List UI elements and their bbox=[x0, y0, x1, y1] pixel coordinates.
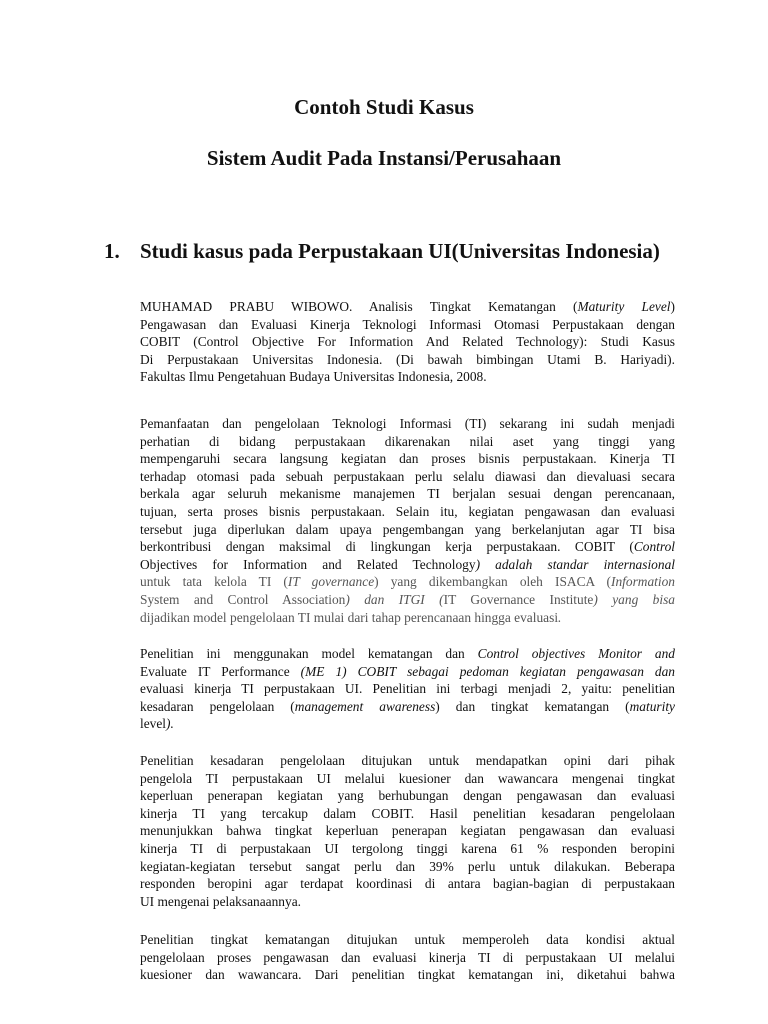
text-run: tujuan, serta proses bisnis perpustakaan. Selain itu, kegiatan pengawasan dan evaluasi bbox=[140, 503, 675, 519]
text-line bbox=[140, 715, 675, 733]
text-run: IT Governance Institute bbox=[443, 591, 594, 607]
text-line bbox=[140, 858, 675, 876]
italic-term: ) yang bisa bbox=[593, 591, 675, 607]
text-line bbox=[140, 556, 675, 574]
text-line bbox=[140, 433, 675, 451]
text-run: Objectives for Information and Related Technology bbox=[140, 556, 476, 572]
text-line bbox=[140, 468, 675, 486]
italic-term: management awareness bbox=[294, 698, 436, 714]
text-run: terhadap otomasi pada sebuah perpustakaan perlu selalu diawasi dan dievaluasi secara bbox=[140, 468, 675, 484]
text-line bbox=[140, 450, 675, 468]
text-run: kinerja TI yang tercakup dalam COBIT. Hasil penelitian kesadaran pengelolaan bbox=[140, 805, 675, 821]
text-line bbox=[140, 805, 675, 823]
text-run: responden beropini agar terdapat koordinasi di antara bagian-bagian di perpustakaan bbox=[140, 876, 675, 892]
text-run: Penelitian kesadaran pengelolaan ditujukan untuk mendapatkan opini dari pihak bbox=[140, 753, 675, 768]
text-line bbox=[140, 949, 675, 967]
text-run: evaluasi kinerja TI perpustakaan UI. Penelitian ini terbagi menjadi 2, yaitu: penelitian bbox=[140, 681, 675, 697]
italic-term: Maturity Level bbox=[577, 299, 671, 314]
text-run: mempengaruhi secara langsung kegiatan dan proses bisnis perpustakaan. Kinerja TI bbox=[140, 451, 675, 467]
paragraph-1 bbox=[140, 415, 675, 626]
text-run: untuk tata kelola TI ( bbox=[140, 574, 288, 590]
text-run: perhatian di bidang perpustakaan dikarenakan nilai aset yang tinggi yang bbox=[140, 433, 675, 449]
italic-term: ). bbox=[166, 716, 174, 732]
paragraph-2 bbox=[140, 645, 675, 733]
italic-term: . bbox=[558, 609, 562, 625]
text-run: COBIT (Control Objective For Information And Related Technology): Studi Kasus bbox=[140, 334, 675, 350]
text-line bbox=[140, 787, 675, 805]
text-line bbox=[140, 333, 675, 351]
text-line bbox=[140, 893, 675, 911]
document-subtitle: Sistem Audit Pada Instansi/Perusahaan bbox=[206, 146, 562, 170]
text-run: MUHAMAD PRABU WIBOWO. Analisis Tingkat Kematangan ( bbox=[140, 299, 578, 314]
italic-term: Information bbox=[611, 574, 675, 590]
text-line bbox=[140, 503, 675, 521]
text-run: Di Perpustakaan Universitas Indonesia. (Di bawah bimbingan Utami B. Hariyadi). bbox=[140, 351, 675, 367]
text-run: Pemanfaatan dan pengelolaan Teknologi Informasi (TI) sekarang ini sudah menjadi bbox=[140, 416, 675, 431]
text-run: Penelitian ini menggunakan model kematangan dan bbox=[140, 646, 478, 661]
italic-term: ) dan ITGI ( bbox=[345, 591, 444, 607]
text-run: kuesioner dan wawancara. Dari penelitian tingkat kematangan ini, diketahui bahwa bbox=[140, 967, 675, 983]
italic-term: Control objectives Monitor and bbox=[477, 646, 675, 661]
document-title: Contoh Studi Kasus bbox=[294, 95, 474, 119]
italic-term: Control bbox=[633, 539, 675, 555]
text-line bbox=[140, 680, 675, 698]
text-line bbox=[140, 298, 675, 316]
text-line bbox=[140, 485, 675, 503]
italic-term: IT governance bbox=[287, 574, 375, 590]
text-line bbox=[140, 609, 675, 627]
text-run: tersebut juga diperlukan dalam upaya pengembangan yang berkelanjutan agar TI bisa bbox=[140, 521, 675, 537]
text-run: ) yang dikembangkan oleh ISACA ( bbox=[374, 574, 612, 590]
text-line bbox=[140, 538, 675, 556]
text-run: Evaluate IT Performance bbox=[140, 663, 290, 679]
text-line bbox=[140, 875, 675, 893]
text-run: Fakultas Ilmu Pengetahuan Budaya Universitas Indonesia, 2008. bbox=[140, 369, 487, 385]
italic-term: maturity bbox=[629, 698, 675, 714]
section-heading bbox=[104, 236, 676, 266]
text-run: ) dan tingkat kematangan ( bbox=[435, 698, 630, 714]
text-run: berkontribusi dengan maksimal di lingkungan kerja perpustakaan. COBIT ( bbox=[140, 539, 634, 555]
text-line bbox=[140, 752, 675, 770]
text-line bbox=[140, 663, 675, 681]
text-line bbox=[140, 770, 675, 788]
italic-term: (ME 1) COBIT sebagai pedoman kegiatan pengawasan dan bbox=[289, 663, 675, 679]
text-run: level bbox=[140, 716, 167, 732]
text-run: kegiatan-kegiatan tersebut sangat perlu dan 39% perlu untuk dilakukan. Beberapa bbox=[140, 858, 675, 874]
text-run: dijadikan model pengelolaan TI mulai dari tahap perencanaan hingga evaluasi bbox=[140, 609, 559, 625]
text-line bbox=[140, 591, 675, 609]
text-line bbox=[140, 822, 675, 840]
text-run: pengelolaan proses pengawasan dan evaluasi kinerja TI di perpustakaan UI melalui bbox=[140, 949, 675, 965]
section-number: 1. bbox=[104, 239, 120, 263]
text-run: System and Control Association bbox=[140, 591, 346, 607]
text-line bbox=[140, 415, 675, 433]
text-line bbox=[140, 840, 675, 858]
text-run: berkala agar seluruh mekanisme manajemen TI berjalan sesuai dengan perencanaan, bbox=[140, 486, 675, 502]
text-run: pengelola TI perpustakaan UI melalui kuesioner dan wawancara mengenai tingkat bbox=[140, 770, 675, 786]
text-line bbox=[140, 698, 675, 716]
reference-paragraph bbox=[140, 298, 675, 386]
text-line bbox=[140, 521, 675, 539]
text-line bbox=[140, 351, 675, 369]
text-run: keperluan penerapan kegiatan yang berhubungan dengan pengawasan dan evaluasi bbox=[140, 788, 675, 804]
text-line bbox=[140, 931, 675, 949]
text-line bbox=[140, 316, 675, 334]
text-run: kinerja TI di perpustakaan UI tergolong tinggi karena 61 % responden beropini bbox=[140, 840, 675, 856]
text-line bbox=[140, 368, 675, 386]
text-line bbox=[140, 645, 675, 663]
text-run: kesadaran pengelolaan ( bbox=[140, 698, 295, 714]
text-line bbox=[140, 573, 675, 591]
text-run: ) bbox=[670, 299, 675, 314]
text-run: Pengawasan dan Evaluasi Kinerja Teknologi Informasi Otomasi Perpustakaan dengan bbox=[140, 316, 675, 332]
section-heading-text: Studi kasus pada Perpustakaan UI(Universitas Indonesia) bbox=[140, 239, 660, 263]
text-run: Penelitian tingkat kematangan ditujukan untuk memperoleh data kondisi aktual bbox=[140, 932, 675, 947]
text-line bbox=[140, 966, 675, 984]
paragraph-4 bbox=[140, 931, 675, 984]
text-run: menunjukkan bahwa tingkat keperluan penerapan kegiatan pengawasan dan evaluasi bbox=[140, 823, 675, 839]
italic-term: ) adalah standar internasional bbox=[475, 556, 675, 572]
paragraph-3 bbox=[140, 752, 675, 910]
text-run: UI mengenai pelaksanaannya. bbox=[140, 893, 301, 909]
